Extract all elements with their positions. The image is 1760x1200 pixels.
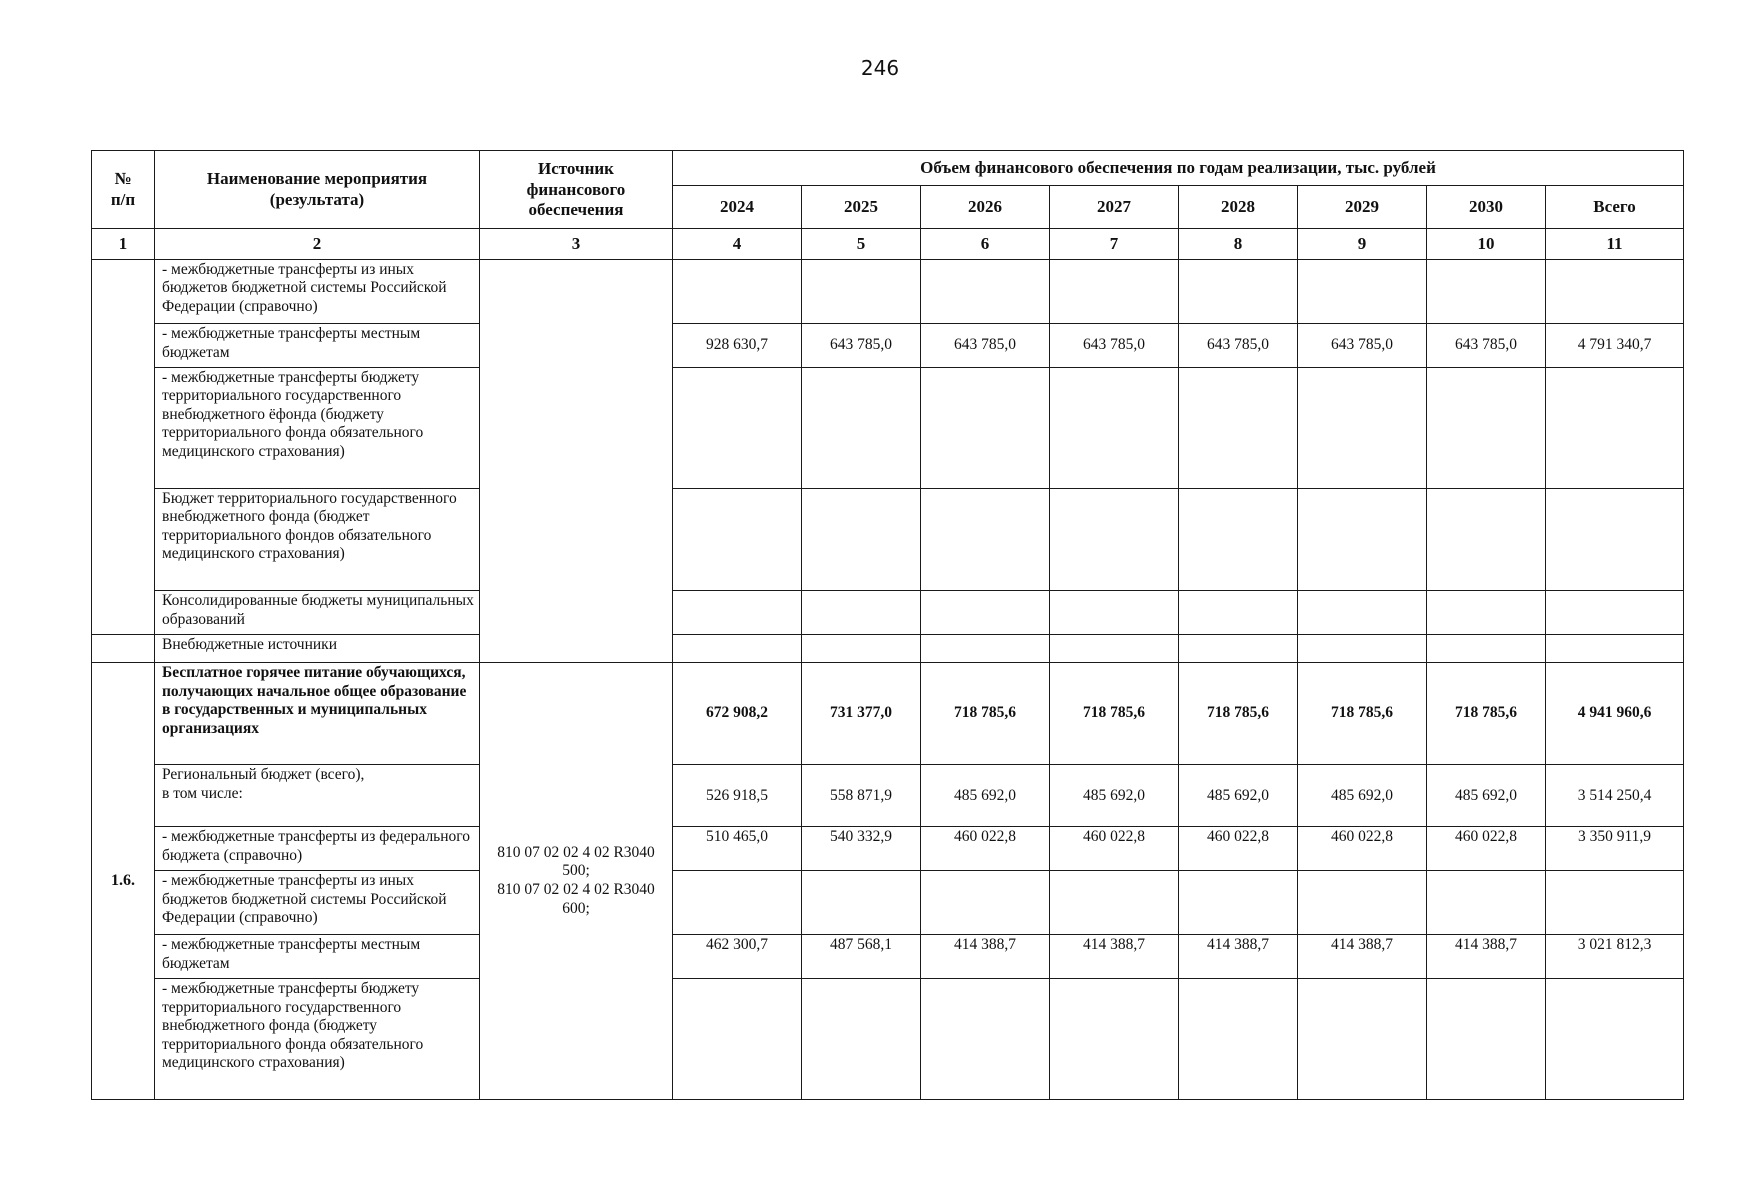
table-row — [92, 827, 1684, 871]
header-name: Наименование мероприятия (результата) — [155, 151, 480, 229]
value-2025: 643 785,0 — [802, 323, 921, 367]
table-row — [92, 979, 1684, 1100]
financing-table — [91, 150, 1684, 1100]
value-2027: 643 785,0 — [1050, 323, 1179, 367]
value-2026 — [921, 871, 1050, 935]
column-number-4: 4 — [673, 229, 802, 259]
header-year-2024: 2024 — [673, 185, 802, 229]
value-2027 — [1050, 634, 1179, 662]
value-2030: 718 785,6 — [1427, 663, 1546, 765]
value-2026 — [921, 634, 1050, 662]
value-2025: 558 871,9 — [802, 765, 921, 827]
value-2027 — [1050, 871, 1179, 935]
value-2024: 672 908,2 — [673, 663, 802, 765]
value-2026: 643 785,0 — [921, 323, 1050, 367]
value-2028 — [1179, 367, 1298, 488]
row-name: - межбюджетные трансферты местным бюджетам — [155, 323, 480, 367]
value-total — [1546, 367, 1684, 488]
row-index-cell — [92, 259, 155, 634]
value-2030 — [1427, 259, 1546, 323]
value-2029: 485 692,0 — [1298, 765, 1427, 827]
value-2030 — [1427, 634, 1546, 662]
value-2029 — [1298, 871, 1427, 935]
value-total — [1546, 259, 1684, 323]
value-2027: 485 692,0 — [1050, 765, 1179, 827]
column-number-9: 9 — [1298, 229, 1427, 259]
table-row — [92, 634, 1684, 662]
value-2026 — [921, 979, 1050, 1100]
value-total — [1546, 871, 1684, 935]
value-2026 — [921, 590, 1050, 634]
value-2024 — [673, 488, 802, 590]
value-2027: 414 388,7 — [1050, 935, 1179, 979]
value-total — [1546, 634, 1684, 662]
value-2025 — [802, 979, 921, 1100]
value-2026 — [921, 367, 1050, 488]
value-2024 — [673, 871, 802, 935]
value-2030 — [1427, 488, 1546, 590]
value-2024 — [673, 979, 802, 1100]
value-2028: 643 785,0 — [1179, 323, 1298, 367]
table-row — [92, 367, 1684, 488]
value-2025: 487 568,1 — [802, 935, 921, 979]
table-row — [92, 663, 1684, 765]
value-2025: 540 332,9 — [802, 827, 921, 871]
value-2030 — [1427, 590, 1546, 634]
value-2030: 414 388,7 — [1427, 935, 1546, 979]
row-name: Бесплатное горячее питание обучающихся, получающих начальное общее образование в государственных и муниципальных организациях — [155, 663, 480, 765]
column-number-11: 11 — [1546, 229, 1684, 259]
value-2025 — [802, 367, 921, 488]
value-total — [1546, 488, 1684, 590]
row-source — [480, 259, 673, 662]
value-total — [1546, 979, 1684, 1100]
row-source-codes: 810 07 02 02 4 02 R3040 500; 810 07 02 02 4 02 R3040 600; — [480, 663, 673, 1100]
column-number-8: 8 — [1179, 229, 1298, 259]
value-2028 — [1179, 590, 1298, 634]
value-total: 3 514 250,4 — [1546, 765, 1684, 827]
column-number-6: 6 — [921, 229, 1050, 259]
value-2028 — [1179, 634, 1298, 662]
value-2027 — [1050, 488, 1179, 590]
header-year-2026: 2026 — [921, 185, 1050, 229]
value-2027 — [1050, 259, 1179, 323]
row-name: - межбюджетные трансферты местным бюджетам — [155, 935, 480, 979]
row-index-1-6: 1.6. — [92, 663, 155, 1100]
value-2030: 643 785,0 — [1427, 323, 1546, 367]
value-2030 — [1427, 979, 1546, 1100]
header-source: Источник финансового обеспечения — [480, 151, 673, 229]
table-row — [92, 871, 1684, 935]
value-2024: 510 465,0 — [673, 827, 802, 871]
value-2025 — [802, 488, 921, 590]
row-name: - межбюджетные трансферты из иных бюджетов бюджетной системы Российской Федерации (справочно) — [155, 871, 480, 935]
value-2025: 731 377,0 — [802, 663, 921, 765]
value-2029 — [1298, 259, 1427, 323]
value-2026: 414 388,7 — [921, 935, 1050, 979]
value-2030 — [1427, 367, 1546, 488]
value-2029 — [1298, 634, 1427, 662]
value-total: 4 791 340,7 — [1546, 323, 1684, 367]
value-2030: 460 022,8 — [1427, 827, 1546, 871]
row-name: Региональный бюджет (всего), в том числе: — [155, 765, 480, 827]
value-2028: 718 785,6 — [1179, 663, 1298, 765]
value-2029 — [1298, 979, 1427, 1100]
header-year-2028: 2028 — [1179, 185, 1298, 229]
table-row — [92, 935, 1684, 979]
value-2027 — [1050, 979, 1179, 1100]
header-year-2027: 2027 — [1050, 185, 1179, 229]
value-2028 — [1179, 259, 1298, 323]
value-2028 — [1179, 979, 1298, 1100]
value-2024: 526 918,5 — [673, 765, 802, 827]
column-number-5: 5 — [802, 229, 921, 259]
header-num: № п/п — [92, 151, 155, 229]
value-2028 — [1179, 488, 1298, 590]
value-total: 3 350 911,9 — [1546, 827, 1684, 871]
column-number-2: 2 — [155, 229, 480, 259]
value-2024: 928 630,7 — [673, 323, 802, 367]
table-row — [92, 765, 1684, 827]
header-total: Всего — [1546, 185, 1684, 229]
value-total: 3 021 812,3 — [1546, 935, 1684, 979]
page-number: 246 — [860, 56, 900, 80]
value-2025 — [802, 590, 921, 634]
header-volume: Объем финансового обеспечения по годам реализации, тыс. рублей — [673, 151, 1684, 186]
value-2029 — [1298, 367, 1427, 488]
table-row — [92, 259, 1684, 323]
value-2026 — [921, 259, 1050, 323]
value-2030: 485 692,0 — [1427, 765, 1546, 827]
row-name: - межбюджетные трансферты из иных бюджетов бюджетной системы Российской Федерации (справочно) — [155, 259, 480, 323]
value-2029 — [1298, 488, 1427, 590]
table-row — [92, 323, 1684, 367]
column-number-1: 1 — [92, 229, 155, 259]
value-2024 — [673, 259, 802, 323]
row-name: - межбюджетные трансферты бюджету территориального государственного внебюджетного фонда (бюджету территориального фонда обязательного медицинского страхования) — [155, 979, 480, 1100]
value-2029 — [1298, 590, 1427, 634]
header-year-2025: 2025 — [802, 185, 921, 229]
row-name: Консолидированные бюджеты муниципальных образований — [155, 590, 480, 634]
value-2029: 718 785,6 — [1298, 663, 1427, 765]
value-2028: 460 022,8 — [1179, 827, 1298, 871]
value-2024 — [673, 590, 802, 634]
header-year-2029: 2029 — [1298, 185, 1427, 229]
value-2024: 462 300,7 — [673, 935, 802, 979]
column-number-3: 3 — [480, 229, 673, 259]
row-name: Внебюджетные источники — [155, 634, 480, 662]
row-index-cell — [92, 634, 155, 662]
row-name: - межбюджетные трансферты бюджету территориального государственного внебюджетного ёфонда (бюджету территориального фонда обязательного медицинского страхования) — [155, 367, 480, 488]
value-2027: 460 022,8 — [1050, 827, 1179, 871]
value-2029: 460 022,8 — [1298, 827, 1427, 871]
header-year-2030: 2030 — [1427, 185, 1546, 229]
value-2025 — [802, 634, 921, 662]
value-2026: 718 785,6 — [921, 663, 1050, 765]
value-2028: 414 388,7 — [1179, 935, 1298, 979]
value-2025 — [802, 259, 921, 323]
value-2026: 485 692,0 — [921, 765, 1050, 827]
value-2024 — [673, 367, 802, 488]
value-2027 — [1050, 367, 1179, 488]
value-total — [1546, 590, 1684, 634]
value-2027: 718 785,6 — [1050, 663, 1179, 765]
value-2028: 485 692,0 — [1179, 765, 1298, 827]
value-2024 — [673, 634, 802, 662]
column-number-7: 7 — [1050, 229, 1179, 259]
value-2026 — [921, 488, 1050, 590]
value-2029: 643 785,0 — [1298, 323, 1427, 367]
column-number-10: 10 — [1427, 229, 1546, 259]
value-2029: 414 388,7 — [1298, 935, 1427, 979]
value-total: 4 941 960,6 — [1546, 663, 1684, 765]
value-2028 — [1179, 871, 1298, 935]
value-2026: 460 022,8 — [921, 827, 1050, 871]
value-2027 — [1050, 590, 1179, 634]
value-2025 — [802, 871, 921, 935]
row-name: Бюджет территориального государственного внебюджетного фонда (бюджет территориального фондов обязательного медицинского страхования) — [155, 488, 480, 590]
table-row — [92, 590, 1684, 634]
table-row — [92, 488, 1684, 590]
row-name: - межбюджетные трансферты из федерального бюджета (справочно) — [155, 827, 480, 871]
value-2030 — [1427, 871, 1546, 935]
